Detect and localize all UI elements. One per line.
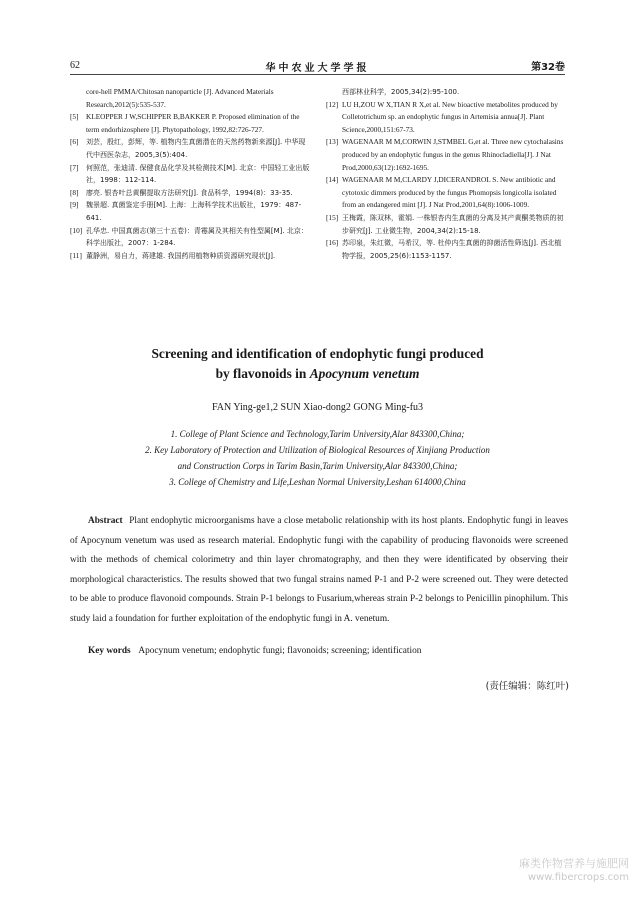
reference-number: [6] bbox=[70, 137, 79, 147]
responsible-editor: (责任编辑：陈红叶) bbox=[485, 681, 569, 692]
reference-item bbox=[326, 212, 568, 237]
reference-item bbox=[326, 174, 568, 212]
reference-item bbox=[70, 199, 312, 224]
reference-number: [8] bbox=[70, 187, 79, 197]
reference-text: core-hell PMMA/Chitosan nanoparticle [J]. Advanced Materials Research,2012(5):535-537. bbox=[86, 87, 274, 109]
reference-text: LU H,ZOU W X,TIAN R X,et al. New bioactive metabolites produced by Colletotrichum sp. an endophytic fungus in Artemisia annua[J]. Plant Science,2000,151:67-73. bbox=[342, 99, 558, 134]
watermark-url: www.fibercrops.com bbox=[527, 872, 629, 883]
title-line-2: by flavonoids in Apocynum venetum bbox=[215, 366, 420, 381]
reference-number: [7] bbox=[70, 162, 79, 172]
affiliation-1: 1. College of Plant Science and Technology,Tarim University,Alar 843300,China; bbox=[170, 429, 465, 439]
references-right-column bbox=[326, 86, 568, 262]
reference-item bbox=[70, 111, 312, 136]
reference-item bbox=[326, 136, 568, 174]
paper-title bbox=[70, 344, 565, 384]
reference-item bbox=[70, 187, 312, 200]
page-number: 62 bbox=[70, 60, 80, 71]
abstract bbox=[70, 512, 568, 630]
reference-item bbox=[70, 250, 312, 263]
affiliation-2: 2. Key Laboratory of Protection and Utilization of Biological Resources of Xinjiang Production bbox=[145, 445, 490, 455]
reference-text: 苏印泉，朱红微，马希汉，等. 杜仲内生真菌的抑菌活性筛选[J]. 西北植物学报，2005,25(6):1153-1157. bbox=[342, 239, 562, 260]
reference-text: 廖亮. 银杏叶总黄酮提取方法研究[J]. 食品科学，1994(8)：33-35. bbox=[86, 188, 293, 197]
author-list: FAN Ying-ge1,2 SUN Xiao-dong2 GONG Ming-fu3 bbox=[211, 402, 424, 413]
reference-text: 孔华忠. 中国真菌志(第三十五卷)：青霉属及其相关有性型属[M]. 北京：科学出版社，2007：1-284. bbox=[86, 226, 308, 248]
reference-text: 魏景超. 真菌鉴定手册[M]. 上海：上海科学技术出版社，1979：487-641. bbox=[86, 201, 302, 222]
reference-number: [15] bbox=[326, 212, 339, 222]
reference-number: [9] bbox=[70, 200, 79, 210]
affiliations bbox=[70, 426, 565, 490]
reference-item bbox=[326, 86, 568, 99]
reference-number: [16] bbox=[326, 238, 339, 248]
reference-text: 西部林业科学，2005,34(2):95-100. bbox=[342, 88, 460, 96]
reference-item bbox=[326, 99, 568, 137]
reference-item bbox=[70, 86, 312, 111]
title-line-1: Screening and identification of endophytic fungi produced bbox=[151, 346, 484, 361]
keywords-label: Key words bbox=[88, 646, 131, 656]
affiliation-3: 3. College of Chemistry and Life,Leshan Normal University,Leshan 614000,China bbox=[169, 477, 466, 487]
reference-text: WAGENAAR M M,CLARDY J,DICERANDROL S. New antibiotic and cytotoxic dimmers produced by the fungus Phomopsis longicolla isolated from an endangered mint [J]. J Nat Prod,2001,64(8):1006-1009. bbox=[342, 175, 557, 210]
abstract-text: Plant endophytic microorganisms have a close metabolic relationship with its host plants. Endophytic fungi in leaves of Apocynum venetum was used as research material. Endophytic fungi with the capability of producing flavonoids were screened with the methods of chemical colorimetry and thin layer chromatography, and then they were identificated by observing their morphological characteristics. The results showed that two fungal strains named P-1 and P-2 were screened out. They were detected to be able to produce flavonoid compounds. Strain P-1 belongs to Fusarium,whereas strain P-2 belongs to Penicillin pinophilum. This study laid a foundation for further exploitation of the endophytic fungi in A. venetum. bbox=[70, 516, 568, 624]
reference-item bbox=[70, 162, 312, 187]
reference-item bbox=[326, 237, 568, 262]
reference-number: [14] bbox=[326, 175, 339, 185]
running-header bbox=[70, 58, 565, 75]
reference-number: [13] bbox=[326, 137, 339, 147]
keywords-text: Apocynum venetum; endophytic fungi; flavonoids; screening; identification bbox=[138, 646, 422, 656]
reference-text: 刘芸，殷红，彭辉，等. 植物内生真菌潜在的天然药物新来源[J]. 中华现代中西医杂志，2005,3(5):404. bbox=[86, 138, 306, 159]
reference-number: [11] bbox=[70, 250, 82, 260]
watermark-name: 麻类作物营养与施肥网 bbox=[519, 857, 629, 870]
reference-text: 何照范，张迪清. 保健食品化学及其检测技术[M]. 北京：中国轻工业出版社，1998：112-114. bbox=[86, 163, 310, 185]
affiliation-2-cont: and Construction Corps in Tarim Basin,Tarim University,Alar 843300,China; bbox=[177, 461, 458, 471]
reference-item bbox=[70, 136, 312, 161]
reference-number: [10] bbox=[70, 225, 83, 235]
reference-text: WAGENAAR M M,CORWIN J,STMBEL G,et al. Three new cytochalasins produced by an endophytic fungus in the genus Rhinocladiella[J]. J Nat Prod,2000,63(12):1692-1695. bbox=[342, 137, 564, 172]
references-left-column bbox=[70, 86, 312, 262]
reference-number: [5] bbox=[70, 112, 79, 122]
keywords bbox=[88, 646, 568, 656]
reference-text: 董静洲，易自力，蒋建雄. 我国药用植物种质资源研究现状[J]. bbox=[86, 251, 276, 260]
site-watermark bbox=[519, 857, 629, 885]
species-name: Apocynum venetum bbox=[309, 366, 420, 381]
reference-text: KLEOPPER J W,SCHIPPER B,BAKKER P. Proposed elimination of the term endorhizosphere [J]. Phytopathology, 1992,82:726-727. bbox=[86, 112, 300, 134]
reference-number: [12] bbox=[326, 99, 339, 109]
abstract-label: Abstract bbox=[88, 516, 123, 526]
reference-text: 王梅霞，陈双林，霍娟. 一株银杏内生真菌的分离及其产黄酮类物质的初步研究[J]. 工业微生物，2004,34(2):15-18. bbox=[342, 213, 564, 235]
reference-item bbox=[70, 225, 312, 250]
volume-label: 第32卷 bbox=[531, 62, 565, 73]
journal-title: 华中农业大学学报 bbox=[265, 63, 370, 74]
